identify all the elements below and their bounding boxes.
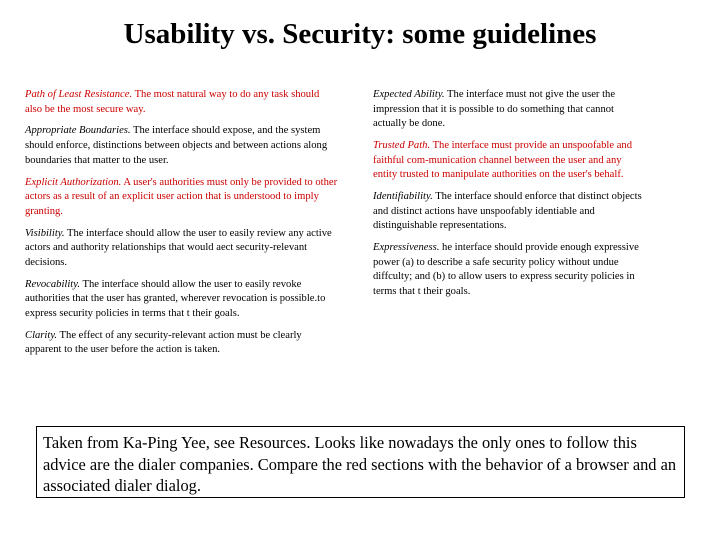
guideline-term: Appropriate Boundaries. [25,125,131,137]
guideline-trusted-path [373,139,647,183]
guideline-identifiability [373,190,647,234]
guideline-clarity [25,329,339,358]
guideline-term: Visibility. [25,227,65,239]
guideline-text: The interface should enforce that distinct objects and distinct actions have unspoofably identiable and distinguishable representations. [373,191,642,232]
guideline-text: The interface should allow the user to easily revoke authorities that the user has granted, wherever revocation is possible.to express security policies in terms that t their goals. [25,278,326,319]
left-guidelines-column [25,88,339,365]
right-guidelines-column [373,88,647,307]
guideline-text: he interface should provide enough expressive power (a) to describe a safe security policy without undue diffculty; and (b) to allow users to express security policies in terms that t their goals. [373,242,639,298]
guideline-term: Expressiveness. [373,242,440,254]
source-note-text: Taken from Ka-Ping Yee, see Resources. Looks like nowadays the only ones to follow this advice are the dialer companies. Compare the red sections with the behavior of a browser and an associated dialer dialog. [43,433,677,495]
guideline-appropriate-boundaries [25,124,339,168]
guideline-term: Identifiability. [373,191,433,203]
guideline-text: The interface must not give the user the impression that it is possible to do something that cannot actually be done. [373,89,616,130]
guideline-revocability [25,278,339,322]
guideline-term: Trusted Path. [373,140,431,152]
page-title: Usability vs. Security: some guidelines [123,18,597,50]
source-note-box [36,426,685,498]
guideline-expressiveness [373,241,647,299]
guideline-term: Explicit Authorization. [25,176,122,188]
guideline-text: The effect of any security-relevant action must be clearly apparent to the user before the action is taken. [25,329,302,356]
guideline-path-of-least-resistance [25,88,339,117]
guideline-term: Revocability. [25,278,81,290]
guideline-explicit-authorization [25,176,339,220]
guideline-expected-ability [373,88,647,132]
guideline-term: Path of Least Resistance. [25,89,133,100]
guideline-visibility [25,227,339,271]
guideline-text: The interface should allow the user to easily review any active actors and authority relationships that would aect security-relevant decisions. [25,227,332,268]
guideline-term: Clarity. [25,329,58,341]
guideline-text: The interface should expose, and the system should enforce, distinctions between objects and between actions along boundaries that matter to the user. [25,125,328,166]
guideline-text: The interface must provide an unspoofable and faithful com-munication channel between the user and any entity trusted to manipulate authorities on the user's behalf. [373,140,633,181]
guideline-term: Expected Ability. [373,89,445,100]
guideline-text: A user's authorities must only be provided to other actors as a result of an explicit user action that is understood to imply granting. [25,176,338,217]
guideline-text: The most natural way to do any task should also be the most secure way. [25,89,320,115]
